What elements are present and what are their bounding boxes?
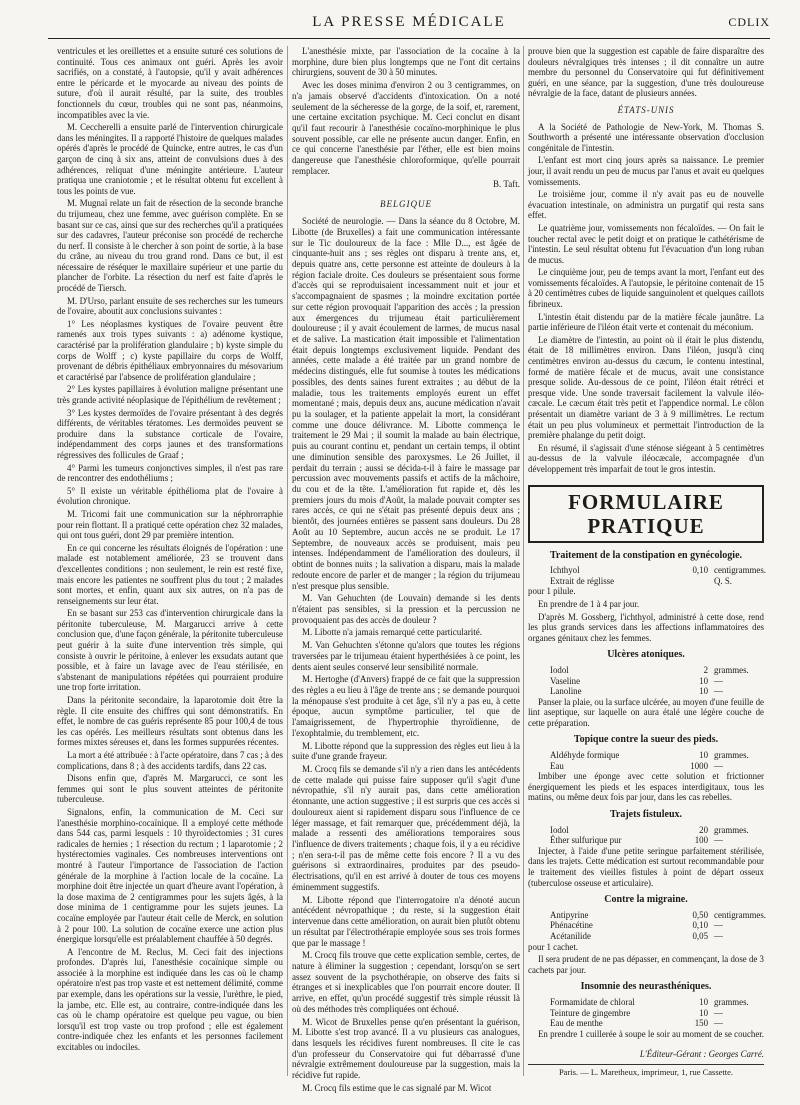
recipe-text: Imbiber une éponge avec cette solution et frictionner énergiquement les pieds et les espaces interdigitaux, tous les matins, ou même deux fois par jour, dans les cas rebelles. (528, 771, 764, 803)
page-number: CDLIX (728, 15, 770, 29)
column-divider (287, 46, 288, 1076)
paragraph: M. Van Gehuchten s'étonne qu'alors que toutes les régions traversées par le trijumeau étaient hyperthésiées à ce point, les dents aient seules conservé leur sensibilité normale. (292, 640, 520, 672)
paragraph: Le troisième jour, comme il n'y avait pas eu de nouvelle évacuation intestinale, on administra un purgatif qui resta sans effet. (528, 189, 764, 221)
paragraph: A l'encontre de M. Reclus, M. Ceci fait des injections profondes. D'après lui, l'anesthésie cocaïnique simple ou associée à la morphine est indiquée dans les cas où le champ opératoire n'est pas trop vaste et est nettement délimité, comme par exemple, dans les opérations sur la vessie, l'urèthre, le pied, la jambe, etc. Elle est, au contraire, contre-indiquée dans les cas où le champ opératoire est quelque peu vague, ou bien lorsqu'il est trop vaste ou trop profond ; elle est également contre-indiquée chez les enfants et les personnes facilement excitables ou indociles. (57, 946, 283, 1053)
paragraph: 5° Il existe un véritable épithélioma plat de l'ovaire à évolution chronique. (57, 485, 283, 507)
paragraph: M. Libotte répond que l'interrogatoire n'a dénoté aucun antécédent névropathique ; du reste, si la suggestion était intervenue dans cette amélioration, on aurait bien plutôt obtenu un résultat par l'électrothérapie employée sous ses trois formes que par le massage ! (292, 894, 520, 948)
paragraph: L'anesthésie mixte, par l'association de la cocaïne à la morphine, dure bien plus longtemps que ne l'ont dit certains chirurgiens, souvent de 30 à 50 minutes. (292, 46, 520, 78)
paragraph: En résumé, il s'agissait d'une sténose siégeant à 5 centimètres au-dessus de la valvule iléocæcale, accompagnée d'un développement très imparfait de tout le gros intestin. (528, 442, 764, 474)
recipe-line: Iodol 2 grammes. (550, 664, 749, 675)
printer-imprint: Paris. — L. Maretheux, imprimeur, 1, rue Cassette. (528, 1064, 764, 1078)
recipe-text: Injecter, à l'aide d'une petite seringue parfaitement stérilisée, dans les trajets. Cette médication est surtout recommandable pour le traitement des vieilles fistules à point de départ osseux (tuberculose osseuse et articulaire). (528, 845, 764, 888)
recipe-note: pour 1 pilule. (528, 586, 576, 597)
page-header (48, 14, 770, 36)
journal-title: LA PRESSE MÉDICALE (312, 14, 506, 30)
recipe-line: Extrait de réglisse Q. S. (550, 575, 733, 586)
author-signature: B. Taft. (493, 178, 520, 189)
recipe-line: Acétanilide 0,05 — (550, 930, 723, 941)
formulaire-title: FORMULAIRE PRATIQUE (568, 489, 724, 538)
recipe-title: Insomnie des neurasthéniques. (580, 981, 712, 993)
recipe-text: Il sera prudent de ne pas dépasser, en commençant, la dose de 3 cachets par jour. (528, 954, 764, 975)
recipe-title: Trajets fistuleux. (609, 809, 683, 821)
paragraph: M. Hertoghe (d'Anvers) frappé de ce fait que la suppression des règles a eu lieu à l'âge de trente ans ; se demande pourquoi la ménopause s'est produite à cet âge, s'il n'y a pas eu, à cette époque, aucun symptôme particulier, tel que de l'amaigrissement, de l'hypertrophie thyroïdienne, de l'exophtalmie, du tremblement, etc. (292, 674, 520, 738)
header-rule (48, 38, 770, 39)
paragraph: L'enfant est mort cinq jours après sa naissance. Le premier jour, il avait rendu un peu de mucus par l'anus et avait eu quelques vomissements. (528, 155, 764, 187)
recipe-text: En prendre 1 cuillerée à soupe le soir au moment de se coucher. (538, 1028, 764, 1039)
recipe-line: Formamidate de chloral 10 grammes. (550, 996, 749, 1007)
recipe-line: Phénacétine 0,10 — (550, 920, 723, 931)
paragraph: M. Libotte répond que la suppression des règles eut lieu à la suite d'une grande frayeur. (292, 740, 520, 762)
paragraph: M. Ceccherelli a ensuite parlé de l'intervention chirurgicale dans les méningites. Il a rapporté l'histoire de quelques malades opérés d'après le procédé de Quincke, entre autres, le cas d'un garçon de cinq à six ans, atteint de convulsions dues à des adhérences, reliquat d'une méningite antérieure. L'auteur pratiqua une craniotomie ; et le résultat obtenu fut excellent à tous les points de vue. (57, 122, 283, 196)
recipe-line: Teinture de gingembre 10 — (550, 1007, 723, 1018)
paragraph: 4° Parmi les tumeurs conjonctives simples, il n'est pas rare de rencontrer des endothéliums ; (57, 462, 283, 484)
recipe-note: pour 1 cachet. (528, 941, 579, 952)
paragraph: Signalons, enfin, la communication de M. Ceci sur l'anesthésie morphino-cocaïnique. Il a employé cette méthode dans 544 cas, parmi lesquels : 10 thyroïdectomies ; 31 cures radicales de hernies ; 1 résection du rectum ; 1 laparotomie ; 2 hystérectomies vaginales. Ces nombreuses interventions ont montré à l'auteur l'importance de l'association de l'action générale de la morphine à l'action locale de la cocaïne. La morphine doit être injectée un quart d'heure avant l'opération, à la dose maxima de 2 centigrammes pour les sujets âgés, à la dose minima de 1 centigramme pour les sujets jeunes. La cocaïne employée par l'auteur était celle de Merck, en solution à 2 pour 100. La solution de cocaïne exerce une action plus énergique lorsqu'elle est préalablement chauffée à 50 degrés. (57, 806, 283, 945)
paragraph: En se basant sur 253 cas d'intervention chirurgicale dans la péritonite tuberculeuse, M. Margarucci arrive à cette conclusion que, d'une façon générale, la péritonite tuberculeuse peut guérir à la suite d'une intervention très simple, qui consiste à ouvrir le péritoine, à enlever les exsudats autant que possible, et à faire un lavage avec de l'eau stérilisée, en s'abstenant de manipulations répétées qui pourraient produire une trop forte irritation. (57, 608, 283, 693)
recipe-title: Traitement de la constipation en gynécologie. (549, 549, 743, 561)
paragraph: M. Tricomi fait une communication sur la néphrorraphie pour rein flottant. Il a pratiqué cette opération chez 32 malades, qui ont tous guéri, dont 29 par première intention. (57, 508, 283, 541)
paragraph: A la Société de Pathologie de New-York, M. Thomas S. Southworth a présenté une intéressante observation d'occlusion congénitale de l'intestin. (528, 121, 764, 153)
paragraph: ventricules et les oreillettes et a ensuite suturé ces solutions de continuité. Tous ces animaux ont guéri. Après les avoir sacrifiés, on a constaté, à l'autopsie, qu'il y avait adhérences entre le péricarde et le myocarde au niveau des points de suture, d'où il aurait résulté, par la suite, des troubles fonctionnels du cœur, troubles qui ne sont pas, néanmoins, incompatibles avec la vie. (57, 46, 283, 120)
paragraph: 3° Les kystes dermoïdes de l'ovaire présentant à des degrés différents, de véritables tératomes. Les dermoïdes peuvent se produire dans la substance corticale de l'ovaire, indépendamment des corps jaunes et des transformations régressives des follicules de Graaf ; (57, 407, 283, 460)
recipe-line: Eau 1000 — (550, 760, 723, 771)
paragraph: En ce qui concerne les résultats éloignés de l'opération : une malade est notablement améliorée, 23 se trouvent dans d'excellentes conditions ; non seulement, le rein est resté fixe, mais encore les patientes ne souffrent plus du tout ; 2 malades sont mortes, et enfin, quant aux six autres, on n'a pas de renseignements sur leur état. (57, 542, 283, 606)
paragraph: M. Crocq fils trouve que cette explication semble, certes, de nature à éliminer la suggestion ; cependant, lorsqu'on se sert assez souvent de la psychothérapie, on observe des faits si étranges et si inexplicables que l'on pourrait encore douter. Il arrive, en effet, qu'un procédé suggestif très simple réussit là où des méthodes très compliquées ont échoué. (292, 950, 520, 1014)
paragraph: Le diamètre de l'intestin, au point où il était le plus distendu, était de 18 millimètres environ. Dans l'iléon, jusqu'à cinq centimètres environ au-dessus du cæcum, le contenu intestinal, formé de matière fécale et de mucus, avait une consistance presque solide. Au-dessous de ce point, l'iléon était rétréci et presque vide. Une sonde traversait facilement la valvule iléo-cæcale. Le cæcum était très petit et l'appendice normal. Le côlon présentait un diamètre variant de 3 à 9 millimètres. Le rectum était un peu plus volumineux et permettait l'introduction de la première phalange du petit doigt. (528, 334, 764, 441)
editor-credit: L'Éditeur-Gérant : Georges Carré. (639, 1049, 764, 1060)
recipe-title: Ulcères atoniques. (607, 649, 685, 661)
paragraph: La mort a été attribuée : à l'acte opératoire, dans 7 cas ; à des complications, dans 8 ; à des accidents tardifs, dans 22 cas. (57, 750, 283, 771)
formulaire-banner (528, 485, 764, 543)
paragraph: M. Wicot de Bruxelles pense qu'en présentant la guérison, M. Libotte s'est trop avancé. Il a vu plusieurs cas analogues, dans lesquels les récidives furent nombreuses. Il cite le cas d'un professeur du Conservatoire qui fut débarrassé d'une névralgie extrêmement douloureuse par la suggestion, mais la récidive fut rapide. (292, 1016, 520, 1081)
column-right (528, 46, 764, 1078)
paragraph: M. Van Gehuchten (de Louvain) demande si les dents n'étaient pas sensibles, si la pression et la percussion ne provoquaient pas des accès de douleur ? (292, 593, 520, 625)
section-heading-belgique: BELGIQUE (380, 199, 432, 210)
column-left (57, 46, 283, 1055)
paragraph: M. D'Urso, parlant ensuite de ses recherches sur les tumeurs de l'ovaire, aboutit aux conclusions suivantes : (57, 295, 283, 317)
paragraph: M. Libotte n'a jamais remarqué cette particularité. (302, 627, 483, 638)
section-heading-etats-unis: ÉTATS-UNIS (617, 104, 675, 115)
paragraph: Avec les doses minima d'environ 2 ou 3 centigrammes, on n'a jamais observé d'accidents d'intoxication. On a noté seulement de la sécheresse de la gorge, de la soif, et, rarement, une certaine excitation psychique. M. Ceci conclut en disant qu'il faut recourir à l'anesthésie cocaïno-morphinique le plus souvent possible, car elle ne présente aucun danger. Enfin, en ce qui concerne l'anesthésie par l'éther, elle est bien moins dangereuse que l'anesthésie chloroformique, qu'elle pourrait remplacer. (292, 80, 520, 176)
recipe-line: Éther sulfurique pur 100 — (550, 835, 723, 846)
recipe-title: Contre la migraine. (604, 894, 688, 906)
paragraph: Le quatrième jour, vomissements non fécaloïdes. — On fait le toucher rectal avec le petit doigt et on pratique le cathétérisme de l'intestin. Le seul résultat obtenu fut l'évacuation d'un long ruban de mucus. (528, 222, 764, 265)
recipe-line: Aldéhyde formique 10 grammes. (550, 750, 749, 761)
paragraph: L'intestin était distendu par de la matière fécale jaunâtre. La partie inférieure de l'iléon était verte et contenait du méconium. (528, 311, 764, 333)
column-divider (523, 46, 524, 1076)
recipe-text: D'après M. Gossberg, l'ichthyol, administré à cette dose, rend les plus grands services dans les affections inflammatoires des organes génitaux chez les femmes. (528, 611, 764, 643)
paragraph: 1° Les néoplasmes kystiques de l'ovaire peuvent être ramenés aux trois types suivants : a) adénome kystique, caractérisé par la prolifération glandulaire ; b) kyste simple du corps de Wolff ; c) kyste papillaire du corps de Wolff, provenant de débris épithéliaux embryonnaires du mésovarium et caractérisé par l'absence de prolifération glandulaire ; (57, 318, 283, 382)
paragraph: Dans la péritonite secondaire, la laparotomie doit être la règle. Il cite ensuite des chiffres qui sont démonstratifs. En effet, le nombre de cas guéris représente 85 pour 100,4 de tous les cas opérés. Les meilleurs résultats sont obtenus dans les formes mixtes séreuses et, dans les formes suppurées récentes. (57, 695, 283, 748)
paragraph: prouve bien que la suggestion est capable de faire disparaître des douleurs névralgiques très intenses ; il dit connaître un autre membre du personnel du Conservatoire qui fut définitivement guéri, en une séance, par la suggestion, d'une très douloureuse névralgie de la face, datant de plusieurs années. (528, 46, 764, 99)
paragraph: Le cinquième jour, peu de temps avant la mort, l'enfant eut des vomissements fécaloïdes. A l'autopsie, le péritoine contenait de 15 à 20 centimètres cubes de liquide sanguinolent et quelques caillots fibrineux. (528, 267, 764, 310)
paragraph: Société de neurologie. — Dans la séance du 8 Octobre, M. Libotte (de Bruxelles) a fait une communication intéressante sur le Tic douloureux de la face : Mlle D..., est âgée de cinquante-huit ans ; ses règles ont disparu à trente ans, et, depuis quatre ans, cette personne est atteinte de douleurs à la région faciale droite. Ces douleurs se présentaient sous forme d'accès qui se reproduisaient incessamment nuit et jour et s'accompagnaient de spasmes ; la moindre excitation portée sur cette région provoquait l'apparition des accès ; la pression aux émergences du trijumeau était particulièrement douloureuse ; il y avait écoulement de larmes, de mucus nasal et de salive. La mastication était impossible et l'alimentation était depuis longtemps exclusivement liquide. Pendant des années, cette malade a été traitée par un grand nombre de médecins distingués, elle fut soumise à toutes les médications possibles, des dents saines furent extraites ; au début de la maladie, tous les traitements employés eurent un effet momentané ; mais, depuis deux ans, aucune médication n'avait pu la soulager, et la patiente appelait la mort, la considérant comme une douce délivrance. M. Libotte commença le traitement le 29 Mai ; il soumit la malade au bain électrique, puis au courant continu et, pendant un certain temps, il obtint une diminution sensible des paroxysmes. Le 26 Juillet, il perdait du terrain ; aussi se décida-t-il à faire le massage par percussion avec mouvements passifs et actifs de la mâchoire, du cou et de la tête. L'amélioration fut rapide et, dès les premiers jours du mois d'Août, la malade pouvait compter ses rares accès, ce qui ne s'était pas présenté depuis deux ans ; bientôt, des journées entières se passent sans douleurs. Du 28 Août au 10 Septembre, aucun accès ne se produit. Le 17 Septembre, de nouveaux accès se produisent, mais peu intenses. Indépendamment de l'amélioration des douleurs, il obtint de bonnes nuits ; la salivation a disparu, mais la malade redoute encore de parler et de manger ; la région du trijumeau n'est presque plus sensible. (292, 216, 520, 591)
paragraph: 2° Les kystes papillaires à évolution maligne présentant une très grande activité néoplasique de l'épithélium de revêtement ; (57, 384, 283, 405)
recipe-line: Iodol 20 grammes. (550, 824, 749, 835)
recipe-line: Ichthyol 0,10 centigrammes. (550, 565, 766, 576)
recipe-line: Eau de menthe 150 — (550, 1018, 723, 1029)
recipe-line: Lanoline 10 — (550, 686, 723, 697)
paragraph: M. Mugnaï relate un fait de résection de la seconde branche du trijumeau, chez une femme, avec guérison complète. En se basant sur ce cas, ainsi que sur des recherches qu'il a pratiquées sur des cadavres, l'auteur préconise son procédé de recherche du nerf. Il consiste à le chercher à son point de sortie, à la base du crâne, au niveau du trou grand rond. Dans ce but, il est nécessaire de réséquer le maxillaire supérieur et une partie du plancher de l'orbite. La résection du nerf est faite d'après le procédé de Tiersch. (57, 198, 283, 294)
recipe-title: Topique contre la sueur des pieds. (573, 734, 719, 746)
paragraph: M. Crocq fils estime que le cas signalé par M. Wicot (302, 1082, 492, 1093)
recipe-line: Vaseline 10 — (550, 675, 723, 686)
recipe-text: Panser la plaie, ou la surface ulcérée, au moyen d'une feuille de lint aseptique, sur laquelle on aura étalé une légère couche de cette préparation. (528, 696, 764, 728)
recipe-note: En prendre de 1 à 4 par jour. (538, 598, 640, 609)
paragraph: Disons enfin que, d'après M. Margarucci, ce sont les femmes qui sont le plus souvent atteintes de péritonite tuberculeuse. (57, 773, 283, 805)
recipe-line: Antipyrine 0,50 centigrammes. (550, 909, 766, 920)
column-middle (292, 46, 520, 1096)
paragraph: M. Crocq fils se demande s'il n'y a rien dans les antécédents de cette malade qui puisse faire supposer qu'il s'agit d'une névropathie, s'il n'y aurait pas, dans cette amélioration étonnante, une action suggestive ; il est surpris que ces accès si douloureux aient si rapidement disparu sous l'influence de ce léger massage, et fait remarquer que, précédemment déjà, la malade a ressenti des améliorations temporaires sous l'influence de divers traitements ; chaque fois, il y a eu récidive ; n'en sera-t-il pas de même cette fois encore ? Il a vu des guérisons si extraordinaires, produites par des pseudo-électrisations, qu'il en est arrivé à douter de tous ces moyens éminemment suggestifs. (292, 764, 520, 892)
